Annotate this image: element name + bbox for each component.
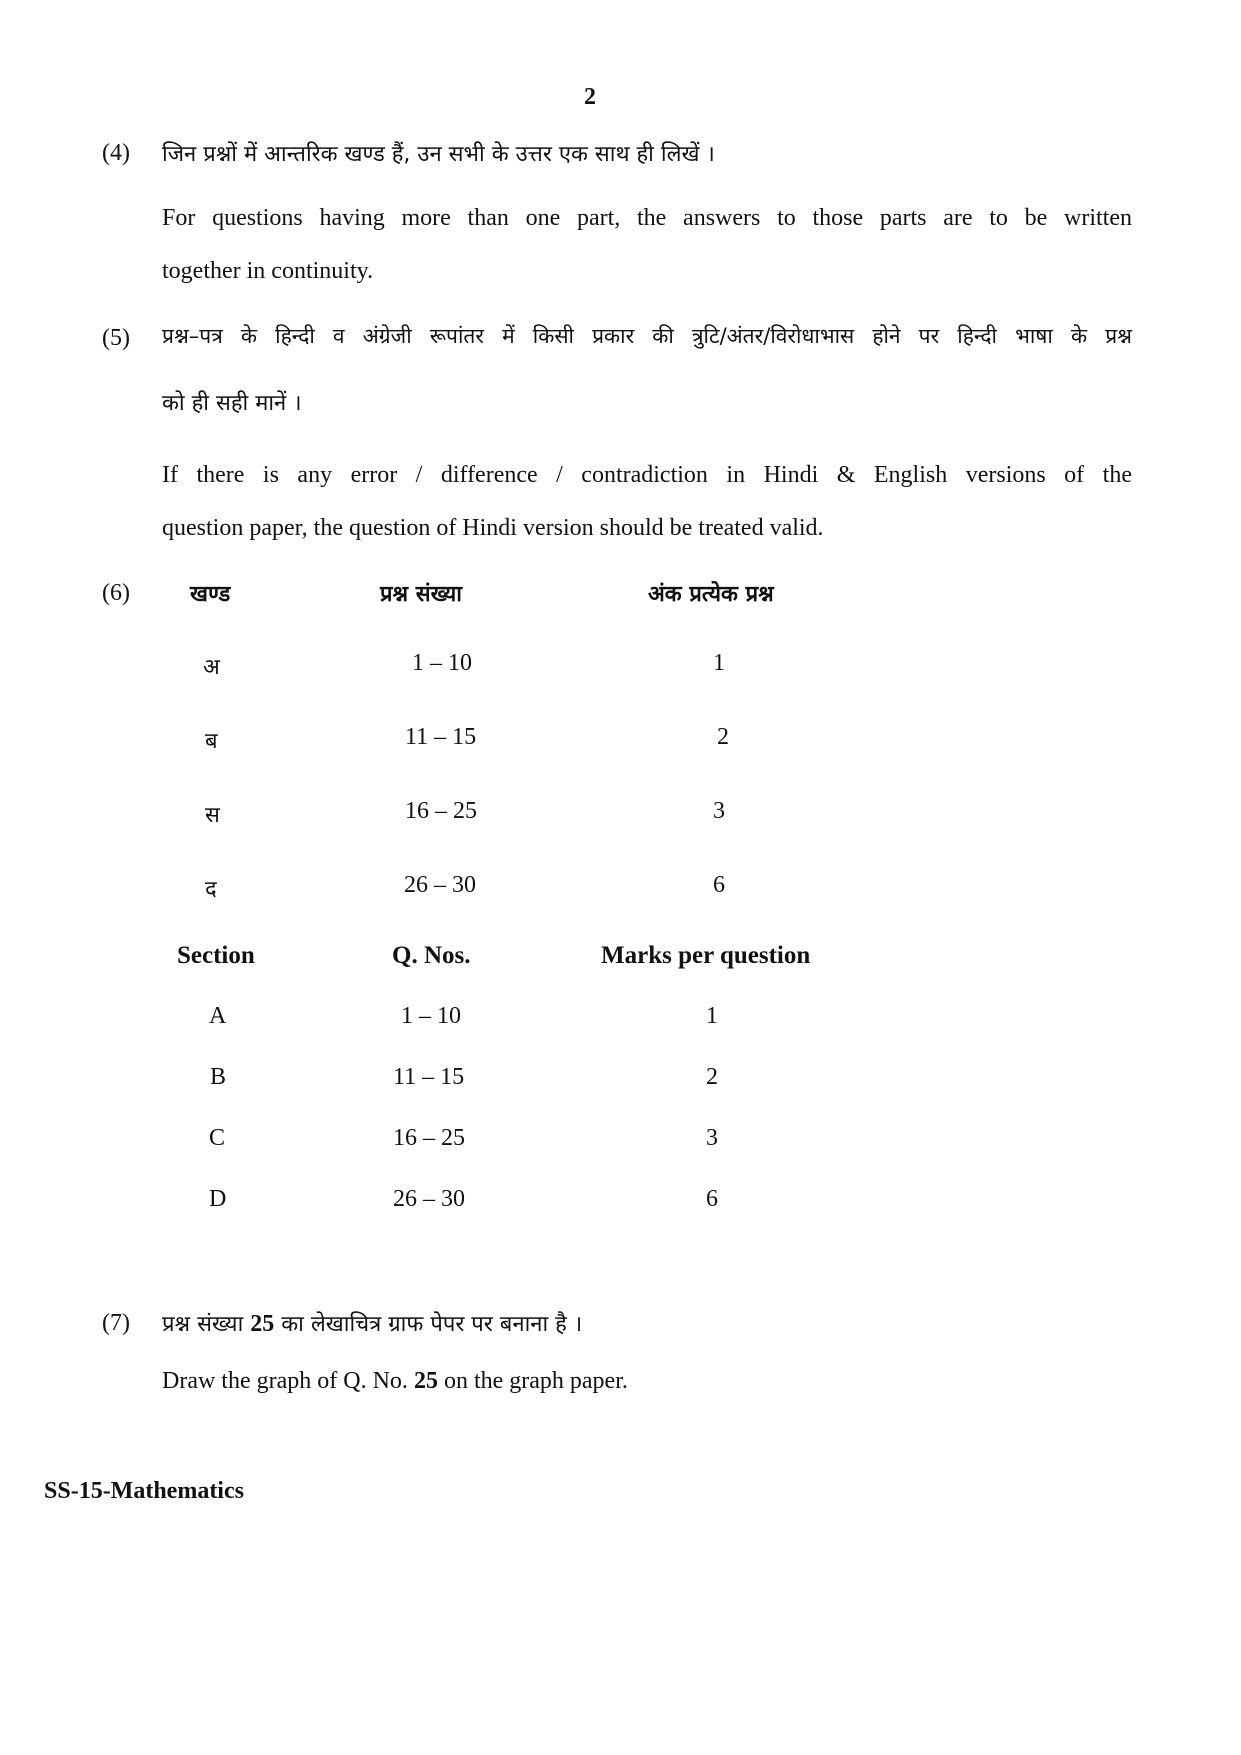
instruction-6-number: (6) xyxy=(102,580,130,606)
instruction-7-english-post: on the graph paper. xyxy=(437,1368,628,1394)
english-header-question-numbers: Q. Nos. xyxy=(392,942,471,969)
instruction-7-hindi-question-number: 25 xyxy=(250,1311,275,1337)
hindi-row-1-marks: 1 xyxy=(713,650,725,676)
english-header-marks: Marks per question xyxy=(601,942,811,969)
hindi-row-1-section: अ xyxy=(203,655,220,680)
english-row-4-marks: 6 xyxy=(706,1186,718,1212)
instruction-4-english-line2: together in continuity. xyxy=(162,258,374,284)
english-row-4-section: D xyxy=(209,1186,227,1212)
english-row-2-section: B xyxy=(210,1064,227,1090)
hindi-row-3-marks: 3 xyxy=(713,798,725,824)
hindi-row-3-qnos: 16 – 25 xyxy=(405,798,477,824)
english-row-3-marks: 3 xyxy=(706,1125,718,1151)
english-row-1-section: A xyxy=(209,1003,227,1029)
instruction-5-number: (5) xyxy=(102,325,130,351)
hindi-header-question-numbers: प्रश्न संख्या xyxy=(380,582,462,607)
instruction-7-english-question-number: 25 xyxy=(413,1368,438,1394)
instruction-5-english-line1: If there is any error / difference / contradiction in Hindi & English versions of the xyxy=(162,462,1132,488)
english-row-3-qnos: 16 – 25 xyxy=(393,1125,465,1151)
instruction-4-number: (4) xyxy=(102,140,130,166)
page-number: 2 xyxy=(584,84,596,110)
footer-paper-code: SS-15-Mathematics xyxy=(44,1478,244,1504)
hindi-row-1-qnos: 1 – 10 xyxy=(412,650,472,676)
english-header-section: Section xyxy=(177,942,255,969)
instruction-4-english-line1: For questions having more than one part, the answers to those parts are to be written xyxy=(162,205,1132,231)
instruction-5-hindi-line1: प्रश्न–पत्र के हिन्दी व अंग्रेजी रूपांतर में किसी प्रकार की त्रुटि/अंतर/विरोधाभास होने पर हिन्दी भाषा के प्रश्न xyxy=(162,324,1132,348)
hindi-row-2-marks: 2 xyxy=(717,724,729,750)
hindi-row-2-qnos: 11 – 15 xyxy=(405,724,477,750)
instruction-5-english-line2: question paper, the question of Hindi version should be treated valid. xyxy=(162,515,824,541)
instruction-7-hindi-pre: प्रश्न संख्या xyxy=(162,1312,251,1337)
english-row-1-marks: 1 xyxy=(706,1003,718,1029)
hindi-header-section: खण्ड xyxy=(190,582,231,607)
english-row-2-qnos: 11 – 15 xyxy=(393,1064,465,1090)
instruction-7-hindi-post: का लेखाचित्र ग्राफ पेपर पर बनाना है । xyxy=(274,1312,583,1337)
instruction-5-hindi-line2: को ही सही मानें । xyxy=(162,391,302,416)
english-row-4-qnos: 26 – 30 xyxy=(393,1186,465,1212)
hindi-row-4-qnos: 26 – 30 xyxy=(404,872,476,898)
hindi-header-marks: अंक प्रत्येक प्रश्न xyxy=(648,582,774,607)
instruction-7-number: (7) xyxy=(102,1310,130,1336)
instruction-7-hindi xyxy=(162,1308,582,1338)
english-row-2-marks: 2 xyxy=(706,1064,718,1090)
hindi-row-3-section: स xyxy=(205,803,220,828)
instruction-7-english-pre: Draw the graph of Q. No. xyxy=(162,1368,414,1394)
instruction-4-hindi: जिन प्रश्नों में आन्तरिक खण्ड हैं, उन सभी के उत्तर एक साथ ही लिखें । xyxy=(162,142,715,167)
hindi-row-4-marks: 6 xyxy=(713,872,725,898)
instruction-7-english xyxy=(162,1368,628,1395)
hindi-row-4-section: द xyxy=(205,877,217,902)
english-row-3-section: C xyxy=(209,1125,226,1151)
hindi-row-2-section: ब xyxy=(205,729,218,754)
english-row-1-qnos: 1 – 10 xyxy=(401,1003,461,1029)
